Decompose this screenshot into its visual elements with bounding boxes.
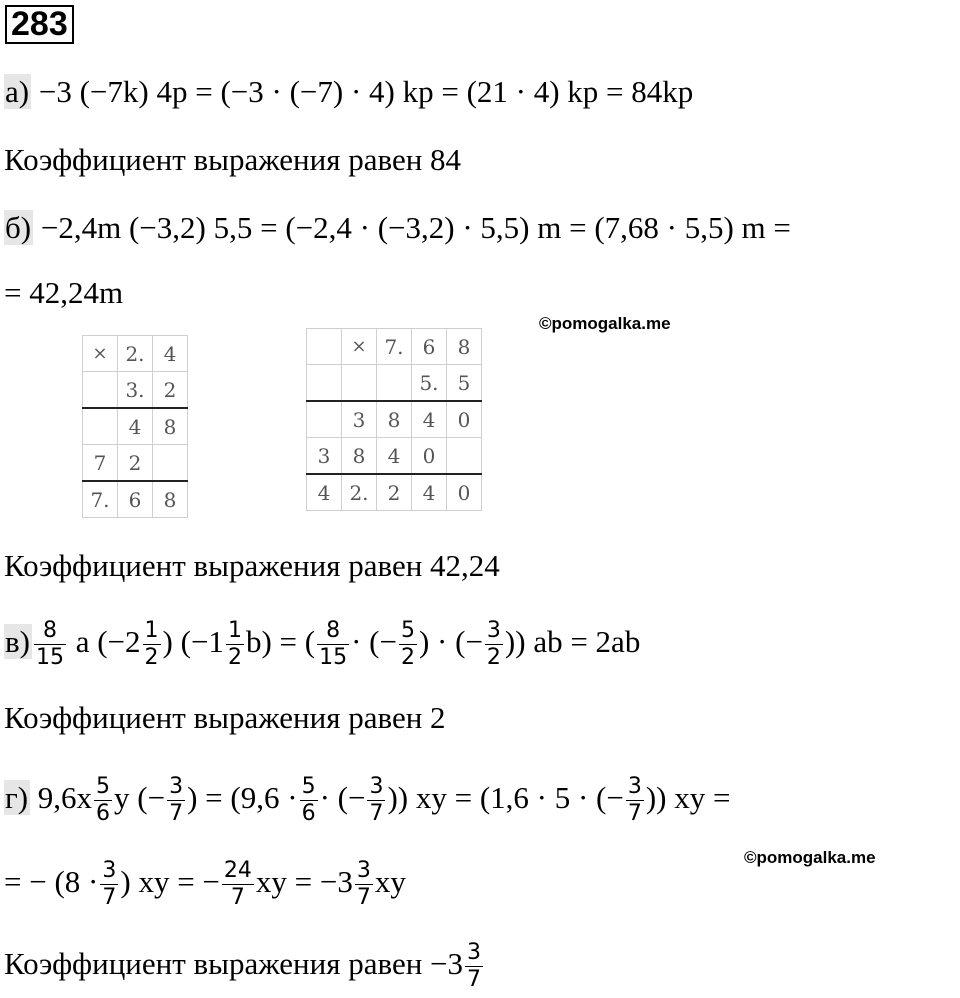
fraction: $\frac{3}{7}$: [467, 940, 482, 993]
fraction: $\frac{3}{2}$: [486, 618, 501, 671]
table-row: [307, 401, 482, 438]
expr-text: xy: [374, 864, 406, 899]
table-cell: [83, 372, 118, 409]
part-a-label: а): [5, 74, 30, 109]
fraction: $\frac{3}{7}$: [169, 774, 184, 827]
expr-text: ) xy = −: [120, 864, 220, 899]
fraction: $\frac{24}{7}$: [223, 858, 252, 911]
table-row: [83, 481, 188, 518]
table-row: [83, 372, 188, 409]
fraction: $\frac{1}{2}$: [144, 618, 159, 671]
expr-text: ) = (9,6 ·: [187, 780, 298, 815]
table-cell: 0: [447, 474, 482, 511]
expr-text: ) (−1: [162, 624, 224, 659]
table-row: [307, 365, 482, 402]
table-cell: 8: [153, 481, 188, 518]
table-cell: 2: [153, 372, 188, 409]
table-cell: [307, 401, 342, 438]
table-cell: 4: [153, 336, 188, 372]
table-cell: 3.: [118, 372, 153, 409]
part-g-answer: [4, 936, 485, 992]
part-v-label: в): [5, 624, 30, 659]
fraction: $\frac{3}{7}$: [356, 858, 371, 911]
expr-text: )) xy = (1,6 · 5 · (−: [387, 780, 624, 815]
fraction: $\frac{8}{15}$: [319, 618, 348, 671]
table-cell: 8: [342, 438, 377, 475]
table-cell: ×: [342, 329, 377, 365]
table-row: [307, 474, 482, 511]
table-cell: 7: [83, 445, 118, 482]
table-cell: [307, 329, 342, 365]
table-cell: [342, 365, 377, 402]
expr-text: b) = (: [245, 624, 316, 659]
part-a-answer: Коэффициент выражения равен 84: [4, 142, 462, 177]
table-cell: 4: [118, 408, 153, 445]
part-v-expression: [4, 612, 640, 672]
fraction: $\frac{5}{6}$: [301, 774, 316, 827]
expr-text: ) · (−: [418, 624, 483, 659]
table-cell: 6: [412, 329, 447, 365]
table-cell: 8: [153, 408, 188, 445]
table-cell: 4: [307, 474, 342, 511]
table-cell: [83, 408, 118, 445]
table-cell: 0: [447, 401, 482, 438]
watermark: ©pomogalka.me: [539, 314, 671, 333]
part-g-label: г): [5, 780, 29, 815]
fraction: $\frac{3}{7}$: [627, 774, 642, 827]
expr-text: · (−: [319, 780, 366, 815]
part-a-expr: −3 (−7k) 4p = (−3 · (−7) · 4) kp = (21 · 4) kp = 84kp: [38, 74, 694, 109]
watermark-2: ©pomogalka.me: [744, 848, 876, 867]
expr-text: xy = −3: [255, 864, 353, 899]
table-cell: 7.: [83, 481, 118, 518]
table-cell: 4: [412, 474, 447, 511]
part-b-answer: Коэффициент выражения равен 42,24: [4, 548, 500, 583]
fraction: $\frac{5}{6}$: [96, 774, 111, 827]
table-cell: 8: [377, 401, 412, 438]
fraction: $\frac{1}{2}$: [227, 618, 242, 671]
expr-text: a (−2: [75, 624, 141, 659]
part-v-answer: Коэффициент выражения равен 2: [4, 700, 446, 735]
table-cell: [377, 365, 412, 402]
fraction: $\frac{8}{15}$: [35, 618, 64, 671]
table-cell: 0: [412, 438, 447, 475]
table-cell: 4: [412, 401, 447, 438]
table-cell: [447, 438, 482, 475]
table-cell: 7.: [377, 329, 412, 365]
table-cell: 2.: [118, 336, 153, 372]
expr-text: )) ab = 2ab: [504, 624, 641, 659]
fraction: $\frac{3}{7}$: [369, 774, 384, 827]
expr-text: 9,6x: [37, 780, 93, 815]
table-row: [83, 445, 188, 482]
table-cell: 5: [447, 365, 482, 402]
expr-text: = − (8 ·: [4, 864, 99, 899]
part-g-expression-2: [4, 852, 406, 912]
table-cell: 3: [307, 438, 342, 475]
part-b-expression: [4, 210, 791, 246]
fraction: $\frac{3}{7}$: [102, 858, 117, 911]
multiplication-table-2: [306, 328, 482, 511]
expr-text: )) xy =: [645, 780, 731, 815]
part-b-expr2: = 42,24m: [4, 275, 124, 310]
table-cell: 4: [377, 438, 412, 475]
table-cell: 3: [342, 401, 377, 438]
table-cell: ×: [83, 336, 118, 372]
fraction: $\frac{5}{2}$: [400, 618, 415, 671]
expr-text: y (−: [114, 780, 166, 815]
multiplication-table-1: [82, 335, 188, 518]
table-cell: 5.: [412, 365, 447, 402]
expr-text: · (−: [351, 624, 397, 659]
table-cell: 2: [377, 474, 412, 511]
table-cell: 8: [447, 329, 482, 365]
table-cell: 2: [118, 445, 153, 482]
part-b-expr1: −2,4m (−3,2) 5,5 = (−2,4 · (−3,2) · 5,5) m = (7,68 · 5,5) m =: [40, 210, 791, 245]
table-row: [83, 336, 188, 372]
table-row: [307, 438, 482, 475]
part-g-expression: [4, 768, 731, 828]
table-cell: [307, 365, 342, 402]
table-cell: [153, 445, 188, 482]
problem-number: 283: [5, 5, 74, 44]
part-a-expression: [4, 74, 693, 110]
table-cell: 6: [118, 481, 153, 518]
answer-text: Коэффициент выражения равен −3: [4, 946, 464, 981]
table-row: [83, 408, 188, 445]
table-row: [307, 329, 482, 365]
table-cell: 2.: [342, 474, 377, 511]
part-b-label: б): [5, 210, 32, 245]
